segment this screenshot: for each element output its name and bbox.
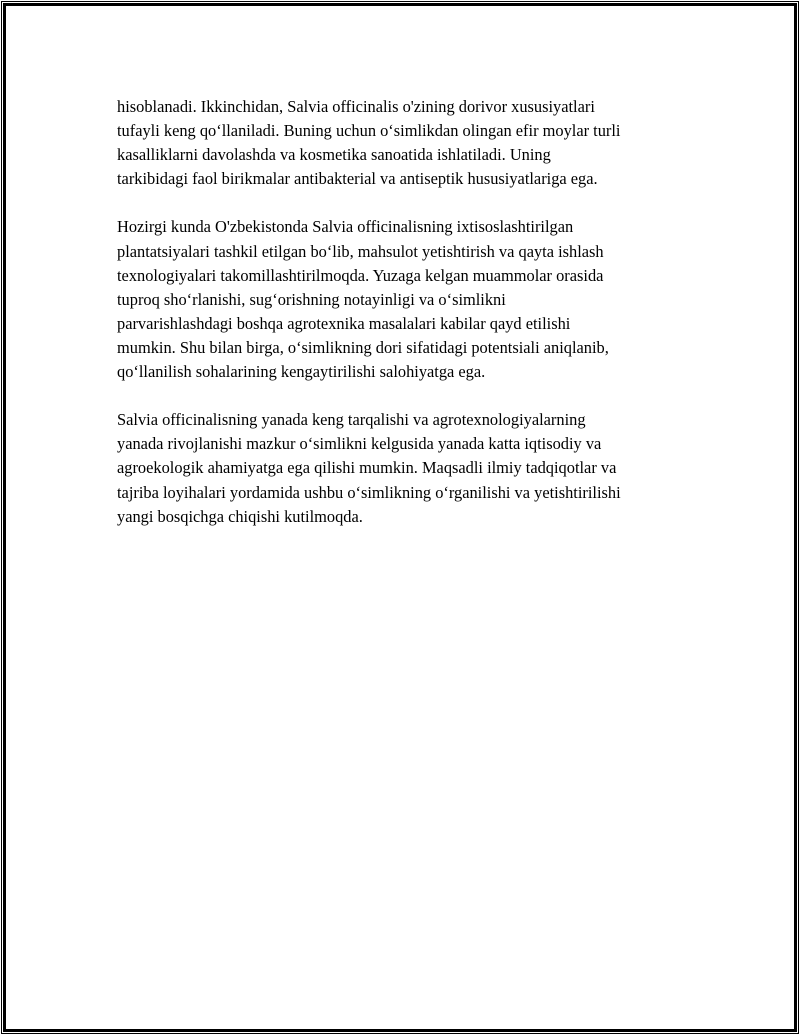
paragraph-1: hisoblanadi. Ikkinchidan, Salvia officinalis o'zining dorivor xususiyatlari tufayli keng qo‘llaniladi. Buning uchun o‘simlikdan olingan efir moylar turli kasalliklarni davolashda va kosmetika sanoatida ishlatiladi. Uning tarkibidagi faol birikmalar antibakterial va antiseptik hususiyatlariga ega. [117,97,621,189]
paragraph-2: Hozirgi kunda O'zbekistonda Salvia officinalisning ixtisoslashtirilgan plantatsiyalari tashkil etilgan bo‘lib, mahsulot yetishtirish va qayta ishlash texnologiyalari takomillashtirilmoqda. Yuzaga kelgan muammolar orasida tuproq sho‘rlanishi, sug‘orishning notayinligi va o‘simlikni parvarishlashdagi boshqa agrotexnika masalalari kabilar qayd etilishi mumkin. Shu bilan birga, o‘simlikning dori sifatidagi potentsiali aniqlanib, qo‘llanilish sohalarining kengaytirilishi salohiyatga ega. [117,217,609,382]
paragraph-3: Salvia officinalisning yanada keng tarqalishi va agrotexnologiyalarning yanada rivojlanishi mazkur o‘simlikni kelgusida yanada katta iqtisodiy va agroekologik ahamiyatga ega qilishi mumkin. Maqsadli ilmiy tadqiqotlar va tajriba loyihalari yordamida ushbu o‘simlikning o‘rganilishi va yetishtirilishi yangi bosqichga chiqishi kutilmoqda. [117,410,621,526]
document-body [117,95,707,553]
